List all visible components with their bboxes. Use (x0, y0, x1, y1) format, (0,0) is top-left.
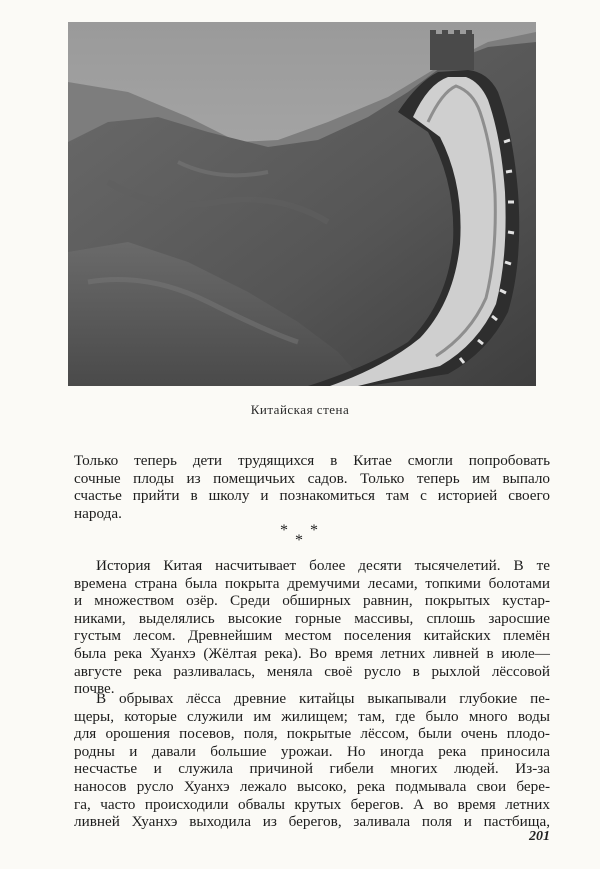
text-line: наносов русло Хуанхэ лежало высоко, река подмывала свои бере- (74, 777, 550, 795)
separator-star: * (295, 532, 303, 549)
text-line: для орошения посевов, поля, покрытые лёссом, были очень плодо- (74, 725, 550, 743)
text-line: густым лесом. Древнейшим местом поселения китайских племён (74, 627, 550, 645)
separator-star: * (280, 522, 288, 539)
text-line: родны и давали большие урожаи. Но иногда река приносила (74, 742, 550, 760)
history-paragraph (74, 557, 550, 698)
text-line: времена страна была покрыта дремучими лесами, топкими болотами (74, 574, 550, 592)
text-line: и множеством озёр. Среди обширных равнин, покрытых кустар- (74, 592, 550, 610)
text-line: народа. (74, 504, 122, 522)
text-line: счастье прийти в школу и познакомиться там с историей своего (74, 487, 550, 505)
text-line: августе река разливалась, меняла своё русло в рыхлой лёссовой (74, 662, 550, 680)
intro-paragraph (74, 452, 550, 522)
text-line: была река Хуанхэ (Жёлтая река). Во время летних ливней в июле— (74, 644, 550, 662)
loess-paragraph (74, 690, 550, 831)
text-line: ливней Хуанхэ выходила из берегов, заливала поля и пастбища, (74, 813, 550, 831)
text-line: почве. (74, 680, 115, 698)
text-line: История Китая насчитывает более десяти тысячелетий. В те (96, 557, 550, 574)
separator-star: * (310, 522, 318, 539)
text-line: сочные плоды из помещичьих садов. Только теперь им выпало (74, 469, 550, 487)
great-wall-photo (68, 22, 536, 386)
text-line: га, часто происходили обвалы крутых берегов. А во время летних (74, 795, 550, 813)
text-line: щеры, которые служили им жилищем; там, где было много воды (74, 707, 550, 725)
figure-caption: Китайская стена (250, 402, 350, 417)
text-line: В обрывах лёсса древние китайцы выкапывали глубокие пе- (96, 690, 550, 707)
text-line: Только теперь дети трудящихся в Китае смогли попробовать (74, 452, 550, 469)
section-separator (270, 522, 330, 550)
text-line: несчастье и служила причиной гибели многих людей. Из-за (74, 760, 550, 778)
text-line: никами, выделялись высокие горные массивы, сплошь заросшие (74, 609, 550, 627)
page-number: 201 (529, 829, 550, 844)
